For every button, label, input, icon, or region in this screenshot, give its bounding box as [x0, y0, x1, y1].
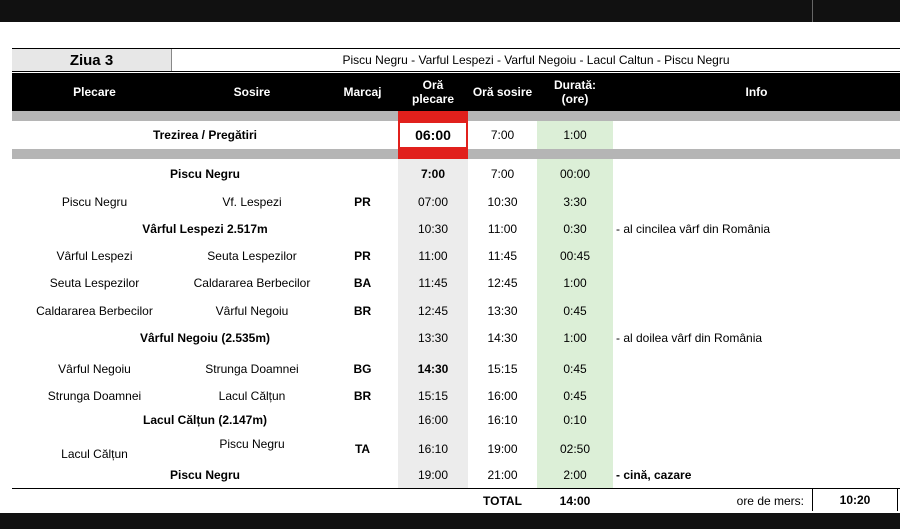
header-plecare: Plecare	[73, 85, 116, 99]
row-sosire: Caldararea Berbecilor	[193, 276, 311, 290]
row-sosire: Lacul Călțun	[218, 389, 286, 403]
row-marcaj: BG	[353, 362, 372, 376]
row-ora-plecare: 14:30	[417, 362, 449, 376]
row-durata: 3:30	[563, 195, 587, 209]
header-ora-plecare: Oră plecare	[411, 78, 455, 106]
header-info: Info	[745, 85, 768, 99]
row-durata: 0:30	[563, 222, 587, 236]
row-ora-plecare: 07:00	[417, 195, 449, 209]
row-ora-plecare: 15:15	[417, 389, 449, 403]
row-ora-plecare: 11:00	[418, 249, 448, 263]
row-ora-sosire: 16:00	[487, 389, 518, 403]
row-plecare: Seuta Lespezilor	[49, 276, 140, 290]
row-sosire: Piscu Negru	[219, 437, 285, 451]
row-ora-sosire: 16:10	[487, 413, 518, 427]
bottom-black-bar	[0, 513, 900, 529]
row-plecare: Piscu Negru	[61, 195, 128, 209]
row-durata: 1:00	[563, 276, 587, 290]
row-durata: 0:45	[563, 362, 587, 376]
row-marcaj: BA	[353, 276, 372, 290]
row-sosire: Strunga Doamnei	[205, 362, 299, 376]
row-ora-plecare: 16:00	[417, 413, 449, 427]
row-ora-sosire: 15:15	[487, 362, 518, 376]
total-label: TOTAL	[483, 494, 522, 508]
trezire-durata: 1:00	[563, 128, 587, 142]
row-plecare: Vârful Negoiu	[58, 362, 131, 376]
red-highlight-top	[398, 111, 468, 121]
row-info: - al doilea vârf din România	[616, 331, 763, 345]
row-ora-sosire: 14:30	[487, 331, 518, 345]
row-ora-sosire: 10:30	[487, 195, 518, 209]
day-label: Ziua 3	[12, 49, 172, 71]
row-ora-sosire: 11:00	[487, 222, 518, 236]
row-durata: 02:50	[559, 442, 591, 456]
row-title: Piscu Negru	[169, 468, 241, 482]
row-marcaj: BR	[353, 389, 372, 403]
ore-de-mers-value: 10:20	[839, 493, 871, 507]
row-ora-plecare: 12:45	[417, 304, 449, 318]
header-durata: Durată: (ore)	[553, 78, 596, 106]
row-marcaj: PR	[354, 249, 371, 263]
row-title: Vârful Lespezi 2.517m	[142, 222, 268, 236]
row-ora-plecare: 16:10	[417, 442, 449, 456]
row-durata: 1:00	[563, 331, 587, 345]
row-durata: 0:10	[563, 413, 587, 427]
header-ora-sosire: Oră sosire	[472, 85, 533, 99]
row-sosire: Vf. Lespezi	[222, 195, 282, 209]
row-durata: 2:00	[563, 468, 587, 482]
top-divider	[812, 0, 813, 22]
row-ora-plecare: 19:00	[417, 468, 449, 482]
trezire-ora-plecare: 06:00	[398, 121, 468, 149]
row-marcaj: BR	[353, 304, 372, 318]
row-info: - cină, cazare	[616, 468, 692, 482]
ore-de-mers-label: ore de mers:	[736, 494, 804, 508]
row-info: - al cincilea vârf din România	[616, 222, 771, 236]
row-ora-plecare: 10:30	[417, 222, 449, 236]
route-title: Piscu Negru - Varful Lespezi - Varful Negoiu - Lacul Caltun - Piscu Negru	[342, 53, 730, 67]
row-durata: 00:45	[559, 249, 591, 263]
row-durata: 00:00	[559, 167, 591, 181]
total-value: 14:00	[559, 494, 591, 508]
top-black-bar	[0, 0, 900, 22]
row-ora-sosire: 21:00	[487, 468, 518, 482]
row-durata: 0:45	[563, 389, 587, 403]
row-marcaj: PR	[354, 195, 371, 209]
row-plecare: Caldararea Berbecilor	[36, 304, 153, 318]
row-ora-sosire: 13:30	[487, 304, 518, 318]
row-ora-plecare: 13:30	[417, 331, 449, 345]
trezire-ora-sosire: 7:00	[490, 128, 515, 142]
header-sosire: Sosire	[233, 85, 271, 99]
row-ora-sosire: 7:00	[490, 167, 515, 181]
row-title: Piscu Negru	[169, 167, 241, 181]
row-ora-plecare: 7:00	[420, 167, 446, 181]
row-title: Vârful Negoiu (2.535m)	[139, 331, 271, 345]
row-ora-sosire: 11:45	[487, 249, 518, 263]
red-highlight-bottom	[398, 149, 468, 159]
trezire-label: Trezirea / Pregătiri	[152, 128, 258, 142]
row-durata: 0:45	[563, 304, 587, 318]
row-title: Lacul Călțun (2.147m)	[142, 413, 268, 427]
header-marcaj: Marcaj	[343, 85, 382, 99]
table-header	[12, 73, 900, 111]
row-plecare: Lacul Călțun	[61, 447, 128, 461]
row-ora-plecare: 11:45	[418, 276, 448, 290]
row-ora-sosire: 12:45	[487, 276, 518, 290]
row-plecare: Vârful Lespezi	[56, 249, 133, 263]
row-plecare: Strunga Doamnei	[47, 389, 142, 403]
row-marcaj: TA	[354, 442, 371, 456]
row-sosire: Seuta Lespezilor	[207, 249, 297, 263]
row-sosire: Vârful Negoiu	[215, 304, 289, 318]
row-ora-sosire: 19:00	[487, 442, 518, 456]
